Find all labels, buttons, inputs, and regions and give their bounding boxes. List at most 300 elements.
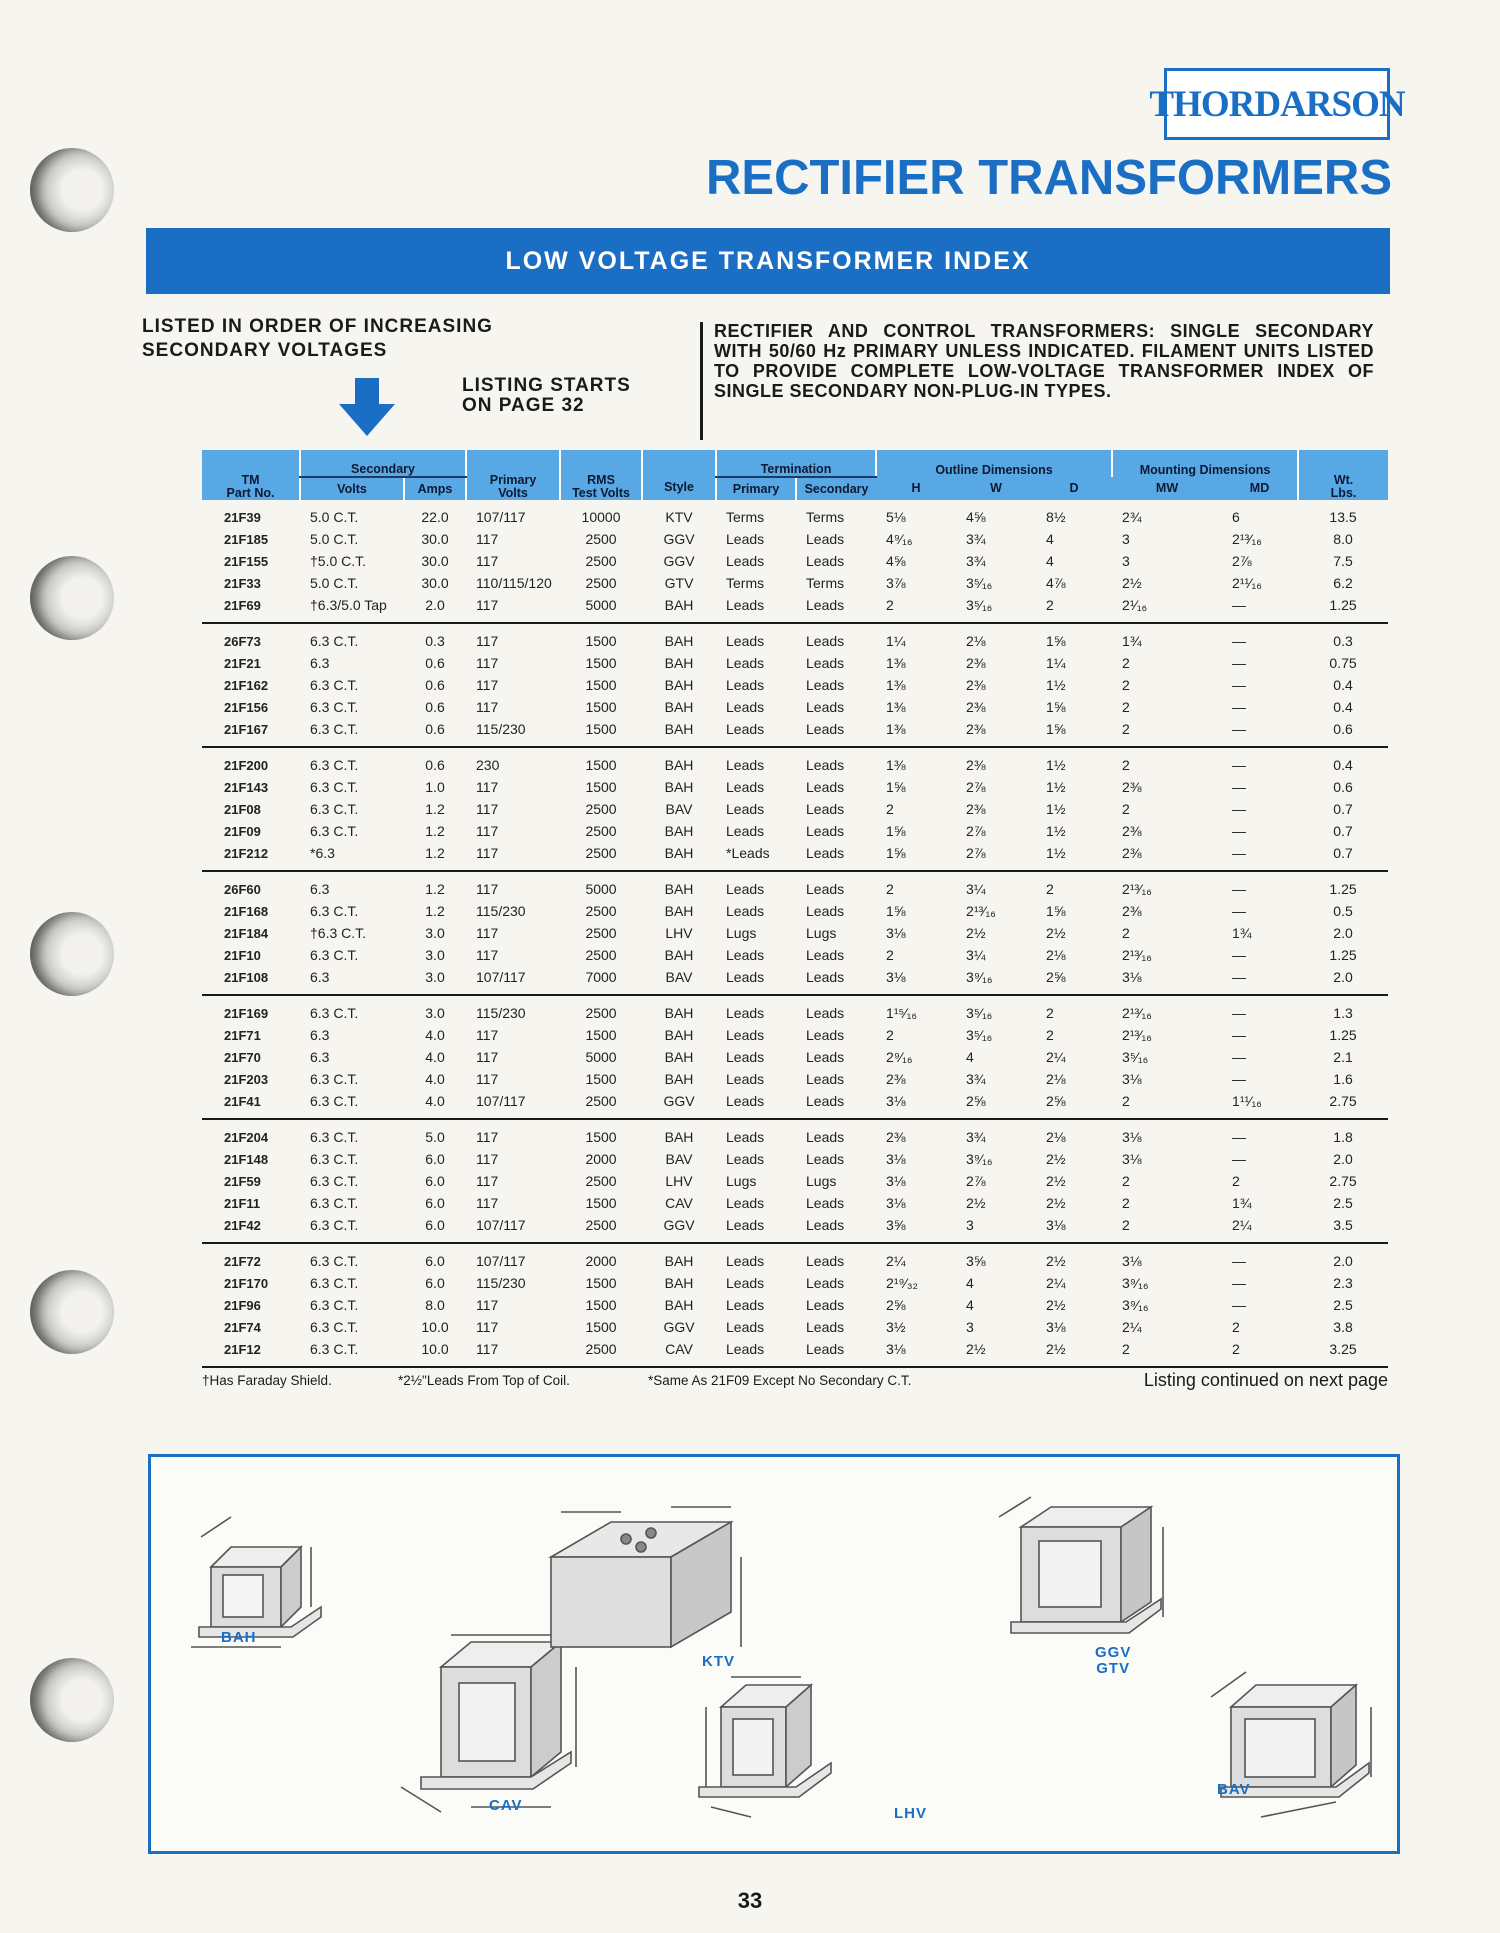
table-cell: Leads (806, 779, 845, 795)
table-cell: 21F167 (202, 718, 300, 747)
table-cell: Leads (806, 1275, 845, 1291)
table-cell: 3 (956, 1214, 1036, 1243)
table-cell: 2⅜ (1122, 779, 1142, 795)
table-cell: 21F42 (202, 1214, 300, 1243)
table-cell: 5000 (560, 594, 642, 623)
table-row (202, 1316, 1388, 1338)
table-cell: 5.0 C.T. (310, 575, 359, 591)
table-cell: BAH (664, 655, 694, 671)
table-cell: Leads (726, 1071, 765, 1087)
table-cell: 3⅛ (1122, 1151, 1142, 1167)
table-cell: 6.3 C.T. (310, 1173, 359, 1189)
table-cell: 2⁹⁄₁₆ (886, 1049, 913, 1065)
table-cell: 117 (476, 677, 499, 693)
table-cell: 1.25 (1298, 594, 1388, 623)
table-cell: — (1232, 823, 1247, 839)
table-cell: 6.3 (310, 1027, 330, 1043)
table-cell: Leads (806, 1049, 845, 1065)
table-cell: Leads (806, 677, 845, 693)
table-cell: 2⅜ (966, 699, 986, 715)
table-cell: — (1232, 699, 1247, 715)
table-cell: 6.3 C.T. (310, 903, 359, 919)
table-cell: 4.0 (404, 1090, 466, 1119)
table-cell: — (1232, 779, 1247, 795)
table-cell: 2⅞ (1232, 553, 1252, 569)
table-cell: 1½ (1046, 801, 1066, 817)
table-cell: Leads (806, 1005, 845, 1021)
table-cell: 4⅞ (1046, 575, 1066, 591)
table-cell: 2 (1036, 594, 1112, 623)
table-cell: *Leads (716, 842, 796, 871)
table-cell: 2500 (585, 925, 617, 941)
table-cell: †6.3 C.T. (310, 925, 367, 941)
table-cell: 1⅝ (1046, 699, 1066, 715)
table-cell: 2½ (966, 1195, 986, 1211)
table-cell: 1500 (585, 1071, 617, 1087)
table-cell: 0.3 (1333, 633, 1353, 649)
table-cell: GGV (663, 553, 695, 569)
table-cell: 2¹⁄₁₆ (1112, 594, 1222, 623)
table-cell: 21F59 (224, 1173, 261, 1189)
table-cell: 1.2 (425, 801, 445, 817)
table-cell: 3¾ (966, 1071, 986, 1087)
table-cell: 2½ (1046, 1297, 1066, 1313)
table-header (202, 450, 1388, 500)
page-title: RECTIFIER TRANSFORMERS (706, 151, 1392, 205)
table-cell: 1500 (585, 757, 617, 773)
table-cell: Leads (726, 1253, 765, 1269)
table-cell: 4⁹⁄₁₆ (886, 531, 913, 547)
transformer-drawings (151, 1457, 1397, 1851)
table-cell: 1.2 (425, 881, 445, 897)
table-cell: 2500 (585, 1173, 617, 1189)
col-weight: Wt. Lbs. (1298, 450, 1388, 500)
table-cell: 2500 (585, 947, 617, 963)
table-cell: 1500 (585, 779, 617, 795)
table-cell: 5⅛ (886, 509, 906, 525)
table-cell: Leads (716, 718, 796, 747)
table-cell: 21F08 (224, 801, 261, 817)
table-cell: 1⅝ (886, 823, 906, 839)
table-cell: 13.5 (1329, 509, 1357, 525)
table-cell: 30.0 (421, 531, 449, 547)
table-cell: 117 (476, 1151, 499, 1167)
table-cell: 0.6 (1333, 779, 1353, 795)
table-cell: BAH (664, 947, 694, 963)
table-cell: 2.5 (1333, 1195, 1353, 1211)
table-cell: 4 (966, 1049, 974, 1065)
table-cell: 2500 (585, 903, 617, 919)
col-mw: MW (1112, 477, 1222, 500)
table-cell: 21F204 (224, 1129, 269, 1145)
table-cell: 2⅞ (956, 842, 1036, 871)
table-cell: 117 (476, 1129, 499, 1145)
table-cell: 1⅝ (1046, 903, 1066, 919)
table-cell: 1½ (1036, 842, 1112, 871)
table-row (202, 652, 1388, 674)
table-cell: 2⅜ (966, 677, 986, 693)
table-cell: LHV (665, 1173, 693, 1189)
table-cell: — (1222, 718, 1298, 747)
table-cell: Leads (806, 1253, 845, 1269)
table-cell: 1500 (585, 1129, 617, 1145)
table-cell: — (1222, 842, 1298, 871)
table-cell: 2⅝ (1036, 1090, 1112, 1119)
table-cell: 2¼ (1046, 1275, 1066, 1291)
table-cell: 117 (476, 1173, 499, 1189)
table-cell: 21F212 (202, 842, 300, 871)
table-cell: CAV (665, 1195, 693, 1211)
table-cell: †5.0 C.T. (310, 553, 367, 569)
table-cell: 1⅝ (886, 779, 906, 795)
table-cell: 2.0 (404, 594, 466, 623)
table-cell: 115/230 (466, 718, 560, 747)
table-cell: 30.0 (421, 553, 449, 569)
table-cell: Leads (726, 1027, 765, 1043)
table-cell: 3¼ (966, 947, 986, 963)
table-row (202, 871, 1388, 900)
binder-hole (30, 148, 114, 232)
table-cell: 1¹¹⁄₁₆ (1222, 1090, 1298, 1119)
table-cell: 2¹³⁄₁₆ (1232, 531, 1262, 547)
col-term-primary: Primary (716, 477, 796, 500)
table-row (202, 1068, 1388, 1090)
table-cell: 2¹³⁄₁₆ (1122, 947, 1152, 963)
table-cell: 107/117 (466, 1090, 560, 1119)
table-cell: 1500 (585, 1195, 617, 1211)
table-cell: 6.3 C.T. (300, 1338, 404, 1367)
table-cell: 1½ (1046, 779, 1066, 795)
table-cell: 1½ (1046, 757, 1066, 773)
table-cell: 10000 (581, 509, 621, 525)
table-cell: Leads (716, 1214, 796, 1243)
page-number: 33 (737, 1888, 763, 1913)
table-cell: 21F69 (202, 594, 300, 623)
table-cell: BAH (642, 718, 716, 747)
table-cell: 26F60 (224, 881, 261, 897)
table-cell: 2 (886, 801, 894, 817)
table-cell: 6.3 C.T. (310, 1151, 359, 1167)
table-cell: 6.3 C.T. (310, 699, 359, 715)
table-cell: 2¹¹⁄₁₆ (1232, 575, 1262, 591)
table-cell: — (1232, 757, 1247, 773)
table-cell: 6.3 C.T. (310, 1129, 359, 1145)
table-cell: 5.0 C.T. (310, 531, 359, 547)
note-same-as: *Same As 21F09 Except No Secondary C.T. (648, 1373, 912, 1388)
table-cell: Leads (726, 801, 765, 817)
table-cell: 2 (1122, 757, 1130, 773)
table-cell: 1½ (1046, 677, 1066, 693)
table-cell: 2500 (585, 531, 617, 547)
table-cell: Leads (796, 1214, 876, 1243)
table-cell: Leads (806, 531, 845, 547)
col-primary-volts: Primary Volts (466, 450, 560, 500)
table-cell: 3⁵⁄₁₆ (966, 575, 993, 591)
table-cell: 2⅞ (966, 823, 986, 839)
table-cell: Terms (806, 509, 845, 525)
table-cell: 21F70 (224, 1049, 261, 1065)
style-diagrams (148, 1454, 1400, 1854)
table-cell: 1.25 (1329, 947, 1357, 963)
table-cell: 1500 (585, 677, 617, 693)
table-cell: 2⅜ (966, 757, 986, 773)
table-row (202, 1214, 1388, 1243)
table-row (202, 594, 1388, 623)
table-cell: 1500 (585, 1319, 617, 1335)
table-cell: 21F185 (224, 531, 269, 547)
col-outline-dimensions: Outline Dimensions (876, 450, 1112, 477)
table-cell: 2⅛ (1046, 1071, 1066, 1087)
table-cell: 2⅝ (956, 1090, 1036, 1119)
table-cell: 8.0 (1333, 531, 1353, 547)
table-cell: 6.3 (310, 881, 330, 897)
table-cell: 2500 (585, 823, 617, 839)
label-ktv: KTV (702, 1653, 735, 1670)
table-cell: 1⅝ (1036, 718, 1112, 747)
table-cell: 1.0 (425, 779, 445, 795)
table-cell: 21F10 (224, 947, 261, 963)
table-cell: BAH (664, 1005, 694, 1021)
table-cell: 2000 (585, 1253, 617, 1269)
table-cell: — (1232, 633, 1247, 649)
table-cell: Leads (726, 947, 765, 963)
table-cell: 2½ (1046, 1195, 1066, 1211)
table-cell: 21F74 (224, 1319, 261, 1335)
table-cell: Terms (806, 575, 845, 591)
table-cell: 107/117 (476, 1253, 526, 1269)
table-cell: 3⅛ (886, 1151, 906, 1167)
table-cell: 4⅝ (886, 553, 906, 569)
table-cell: 2 (886, 881, 894, 897)
table-cell: 2¼ (1122, 1319, 1142, 1335)
table-cell: 2¹³⁄₁₆ (966, 903, 996, 919)
table-cell: — (1232, 1049, 1247, 1065)
table-cell: 2 (1122, 925, 1130, 941)
table-cell: 1500 (585, 1275, 617, 1291)
listing-starts-note: LISTING STARTS ON PAGE 32 (462, 375, 631, 416)
table-cell: 3⁵⁄₁₆ (1122, 1049, 1149, 1065)
down-arrow-icon (337, 378, 397, 438)
col-secondary: Secondary (300, 450, 466, 477)
table-cell: 1500 (585, 633, 617, 649)
table-cell: 6.3 (310, 1049, 330, 1065)
table-cell: 6.0 (425, 1275, 445, 1291)
table-cell: 3.8 (1333, 1319, 1353, 1335)
table-cell: 117 (476, 1297, 499, 1313)
table-cell: 117 (476, 1195, 499, 1211)
table-cell: Leads (796, 966, 876, 995)
table-cell: 0.4 (1333, 699, 1353, 715)
table-cell: 6.3 C.T. (310, 779, 359, 795)
table-cell: Lugs (726, 925, 757, 941)
table-cell: Leads (716, 1090, 796, 1119)
table-cell: 0.6 (425, 655, 445, 671)
col-termination: Termination (716, 450, 876, 477)
table-cell: BAH (664, 823, 694, 839)
table-cell: Leads (726, 757, 765, 773)
table-cell: 1¾ (1122, 633, 1142, 649)
table-cell: BAH (642, 842, 716, 871)
table-cell: BAV (642, 966, 716, 995)
table-cell: 21F71 (224, 1027, 261, 1043)
bah-drawing (191, 1517, 321, 1647)
table-cell: 6.0 (425, 1253, 445, 1269)
table-cell: 21F203 (224, 1071, 269, 1087)
table-cell: Leads (796, 1338, 876, 1367)
table-cell: 117 (476, 881, 499, 897)
label-bav: BAV (1217, 1781, 1251, 1798)
table-cell: 117 (466, 1338, 560, 1367)
table-cell: 1500 (585, 655, 617, 671)
table-cell: 3⅛ (876, 1338, 956, 1367)
table-cell: 3¾ (966, 553, 986, 569)
table-cell: 1500 (560, 718, 642, 747)
table-cell: Leads (806, 1071, 845, 1087)
table-cell: 2.0 (1333, 1151, 1353, 1167)
table-cell: 6.3 C.T. (310, 677, 359, 693)
col-part-no: TM Part No. (202, 450, 300, 500)
table-cell: 1⅜ (886, 655, 906, 671)
table-cell: 2 (1046, 881, 1054, 897)
table-cell: 3⅛ (1122, 1071, 1142, 1087)
table-cell: 1.2 (425, 903, 445, 919)
table-cell: 2 (1112, 718, 1222, 747)
table-cell: 2500 (560, 1214, 642, 1243)
table-cell: 0.6 (425, 757, 445, 773)
table-cell: 4.0 (425, 1027, 445, 1043)
table-cell: 8½ (1046, 509, 1066, 525)
table-cell: 1¼ (1046, 655, 1066, 671)
table-cell: 2 (1122, 699, 1130, 715)
table-cell: LHV (665, 925, 693, 941)
table-row (202, 500, 1388, 528)
table-cell: CAV (642, 1338, 716, 1367)
table-cell: Leads (726, 1275, 765, 1291)
table-cell: BAH (664, 699, 694, 715)
table-cell: BAH (664, 881, 694, 897)
table-cell: 3⅞ (886, 575, 906, 591)
table-cell: Leads (796, 842, 876, 871)
table-row (202, 674, 1388, 696)
table-cell: 2⅜ (1112, 842, 1222, 871)
table-cell: 5000 (585, 881, 617, 897)
table-cell: 21F169 (224, 1005, 269, 1021)
table-cell: 2000 (585, 1151, 617, 1167)
table-cell: 4 (966, 1297, 974, 1313)
table-cell: 2500 (560, 842, 642, 871)
table-cell: 1.25 (1329, 1027, 1357, 1043)
table-cell: Leads (796, 594, 876, 623)
table-cell: 3⅛ (1046, 1319, 1066, 1335)
table-cell: 3⅛ (886, 1173, 906, 1189)
table-cell: 117 (476, 531, 499, 547)
table-cell: 3⁹⁄₁₆ (1122, 1297, 1149, 1313)
table-cell: 2½ (1036, 1338, 1112, 1367)
table-cell: 3.0 (425, 947, 445, 963)
table-cell: BAV (665, 1151, 693, 1167)
table-cell: 7.5 (1333, 553, 1353, 569)
table-cell: 0.6 (404, 718, 466, 747)
table-cell: Leads (806, 1027, 845, 1043)
table-cell: *6.3 (300, 842, 404, 871)
table-cell: BAH (664, 1129, 694, 1145)
table-cell: Leads (806, 553, 845, 569)
table-cell: 2500 (560, 1338, 642, 1367)
table-cell: 3⅝ (876, 1214, 956, 1243)
thordarson-logo: THORDARSON (1164, 68, 1390, 140)
table-cell: 1.8 (1333, 1129, 1353, 1145)
table-cell: Leads (796, 718, 876, 747)
table-cell: — (1232, 655, 1247, 671)
table-cell: Leads (726, 1049, 765, 1065)
table-cell: 1½ (1046, 823, 1066, 839)
table-row (202, 1046, 1388, 1068)
table-cell: — (1232, 947, 1247, 963)
table-cell: 2 (1122, 655, 1130, 671)
listing-continued: Listing continued on next page (1143, 1370, 1388, 1390)
table-cell: Lugs (726, 1173, 757, 1189)
table-cell: 2⅜ (886, 1071, 906, 1087)
table-cell: 2500 (560, 1090, 642, 1119)
table-cell: 2½ (1046, 1151, 1066, 1167)
table-cell: BAH (664, 1027, 694, 1043)
ggv-gtv-drawing (999, 1497, 1163, 1633)
table-cell: 3⅛ (876, 966, 956, 995)
table-cell: 21F170 (224, 1275, 269, 1291)
table-row (202, 696, 1388, 718)
table-cell: 0.5 (1333, 903, 1353, 919)
table-cell: 1¼ (886, 633, 906, 649)
table-cell: Leads (726, 1129, 765, 1145)
table-cell: 2⅜ (1122, 823, 1142, 839)
table-cell: 1500 (585, 1027, 617, 1043)
table-cell: 6.2 (1333, 575, 1353, 591)
table-cell: Leads (726, 531, 765, 547)
table-cell: 2½ (956, 1338, 1036, 1367)
table-cell: 6.3 C.T. (310, 1071, 359, 1087)
table-cell: 0.4 (1333, 757, 1353, 773)
transformer-index-table (202, 450, 1388, 1368)
table-row (202, 966, 1388, 995)
table-cell: 5.0 (425, 1129, 445, 1145)
ktv-drawing (551, 1507, 741, 1647)
table-cell: 2.0 (1333, 1253, 1353, 1269)
table-cell: 3.0 (425, 1005, 445, 1021)
table-cell: Leads (726, 903, 765, 919)
table-cell: 21F41 (202, 1090, 300, 1119)
table-cell: BAH (664, 1071, 694, 1087)
table-cell: 1¾ (1232, 1195, 1252, 1211)
col-term-secondary: Secondary (796, 477, 876, 500)
binder-hole (30, 1658, 114, 1742)
table-cell: 6.3 C.T. (310, 1275, 359, 1291)
table-cell: 107/117 (466, 966, 560, 995)
table-cell: GGV (642, 1214, 716, 1243)
table-cell: 115/230 (476, 1005, 526, 1021)
intro-right: RECTIFIER AND CONTROL TRANSFORMERS: SINGLE SECONDARY WITH 50/60 Hz PRIMARY UNLESS INDICATED. FILAMENT UNITS LISTED TO PROVIDE COMPLETE LOW-VOLTAGE TRANSFORMER INDEX OF SINGLE SECONDARY NON-PLUG-IN TYPES. (714, 321, 1374, 401)
table-cell: 2 (876, 594, 956, 623)
table-row (202, 1272, 1388, 1294)
table-cell: 3⁵⁄₁₆ (966, 1027, 993, 1043)
table-cell: 117 (476, 1071, 499, 1087)
table-cell: 3⁹⁄₁₆ (956, 966, 1036, 995)
table-row (202, 1090, 1388, 1119)
table-cell: 10.0 (421, 1319, 449, 1335)
table-cell: 5.0 C.T. (310, 509, 359, 525)
table-cell: 117 (476, 1027, 499, 1043)
table-cell: Leads (806, 903, 845, 919)
table-cell: 2 (886, 947, 894, 963)
